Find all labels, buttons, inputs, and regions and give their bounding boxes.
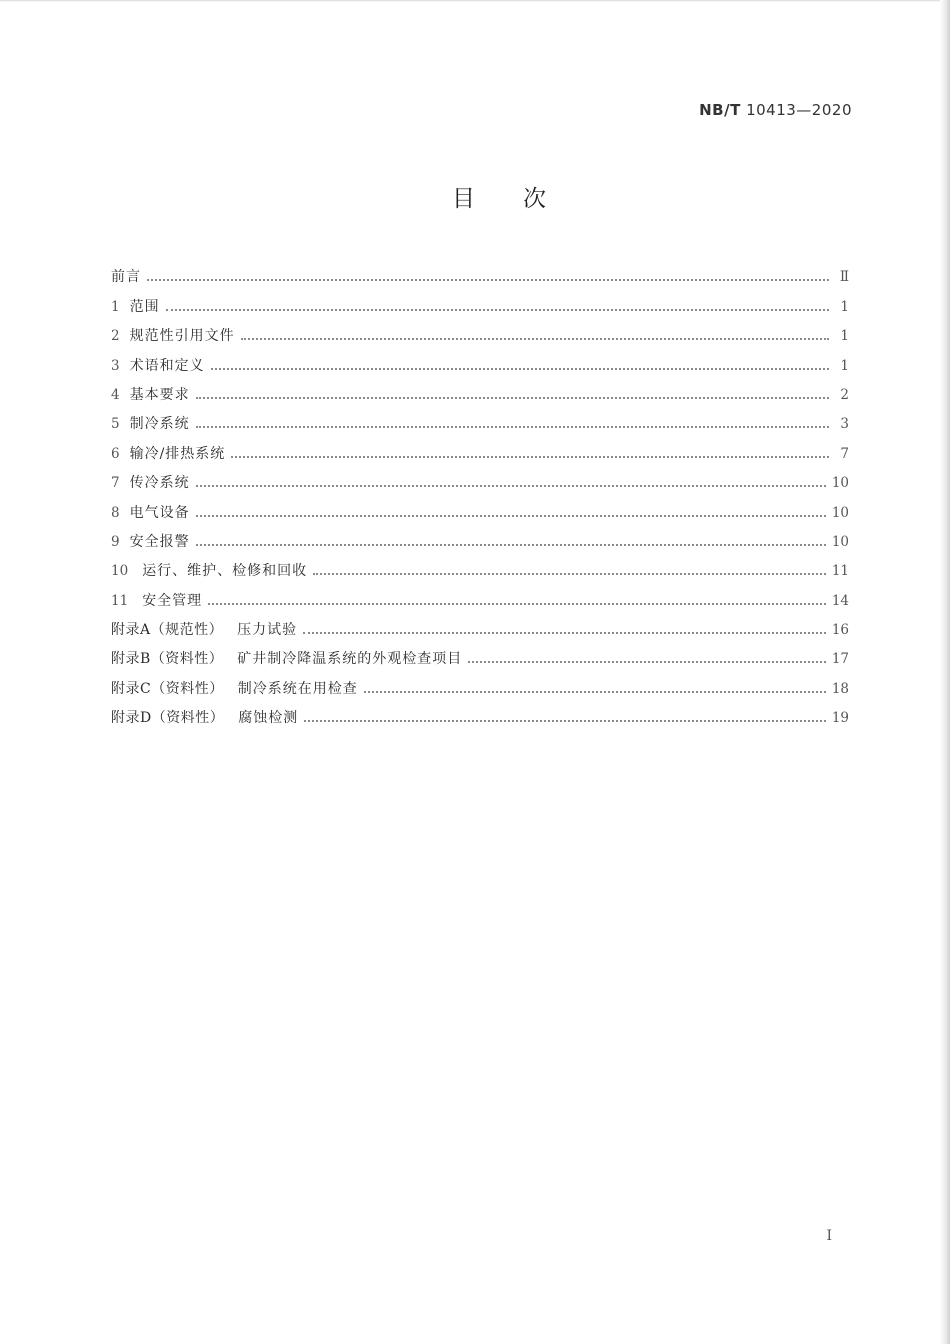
toc-entry-number: 4 [111, 386, 120, 403]
toc-entry-annex[interactable] [111, 639, 849, 668]
toc-entry-label: 电气设备 [129, 504, 190, 521]
toc-entry-page: 18 [831, 680, 849, 697]
toc-entry-label: 安全管理 [142, 592, 203, 609]
toc-entry-page: 19 [831, 710, 849, 727]
toc-entry-number: 9 [111, 533, 120, 550]
toc-entry-label: 安全报警 [129, 533, 190, 550]
toc-annex-prefix: 附录D（资料性） [111, 710, 225, 727]
toc-entry-label: 腐蚀检测 [238, 710, 299, 727]
toc-dot-leader [304, 720, 826, 722]
toc-entry-label: 制冷系统 [129, 416, 190, 433]
toc-dot-leader [147, 279, 829, 281]
toc-entry-annex[interactable] [111, 698, 849, 727]
toc-entry-chapter[interactable] [111, 580, 849, 609]
toc-entry-label: 前言 [111, 269, 141, 286]
toc-dot-leader [303, 632, 826, 634]
toc-dot-leader [208, 603, 826, 605]
toc-entry-page: 10 [831, 533, 849, 550]
toc-entry-number: 10 [111, 563, 129, 580]
toc-entry-label: 规范性引用文件 [129, 328, 235, 345]
toc-dot-leader [196, 515, 826, 517]
toc-entry-page: 10 [831, 504, 849, 521]
toc-entry-label: 传冷系统 [129, 475, 190, 492]
toc-dot-leader [313, 573, 826, 575]
toc-entry-chapter[interactable] [111, 345, 849, 374]
toc-entry-label: 制冷系统在用检查 [237, 680, 358, 697]
toc-dot-leader [196, 544, 826, 546]
toc-entry-label: 输冷/排热系统 [129, 445, 226, 462]
table-of-contents [111, 257, 849, 727]
toc-annex-prefix: 附录B（资料性） [111, 651, 224, 668]
page-title: 目次 [452, 186, 594, 212]
toc-entry-number: 11 [111, 592, 129, 609]
toc-entry-number: 5 [111, 416, 120, 433]
toc-entry-number: 2 [111, 328, 120, 345]
toc-annex-prefix: 附录A（规范性） [111, 622, 224, 639]
toc-entry-chapter[interactable] [111, 316, 849, 345]
toc-dot-leader [196, 426, 829, 428]
toc-entry-page: 1 [840, 298, 849, 315]
toc-dot-leader [166, 309, 829, 311]
toc-dot-leader [211, 368, 829, 370]
toc-entry-page: Ⅱ [839, 269, 849, 286]
toc-entry-page: 3 [840, 416, 849, 433]
toc-entry-page: 14 [831, 592, 849, 609]
toc-entry-page: 7 [840, 445, 849, 462]
toc-entry-annex[interactable] [111, 610, 849, 639]
toc-entry-chapter[interactable] [111, 522, 849, 551]
toc-entry-page: 16 [831, 622, 849, 639]
toc-entry-chapter[interactable] [111, 286, 849, 315]
toc-entry-page: 17 [831, 651, 849, 668]
toc-entry-foreword[interactable] [111, 257, 849, 286]
toc-dot-leader [241, 338, 829, 340]
toc-entry-label: 运行、维护、检修和回收 [142, 563, 308, 580]
toc-entry-label: 范围 [129, 298, 160, 315]
page-number: Ⅰ [826, 1228, 832, 1244]
toc-entry-number: 1 [111, 298, 120, 315]
toc-entry-number: 8 [111, 504, 120, 521]
toc-dot-leader [468, 661, 826, 663]
toc-entry-number: 7 [111, 475, 120, 492]
toc-entry-label: 矿井制冷降温系统的外观检查项目 [237, 651, 463, 668]
toc-entry-chapter[interactable] [111, 433, 849, 462]
toc-entry-number: 6 [111, 445, 120, 462]
toc-entry-chapter[interactable] [111, 404, 849, 433]
toc-dot-leader [364, 691, 826, 693]
standard-number [699, 101, 852, 119]
toc-entry-number: 3 [111, 357, 120, 374]
toc-dot-leader [196, 485, 826, 487]
toc-entry-page: 2 [840, 386, 849, 403]
toc-entry-chapter[interactable] [111, 375, 849, 404]
toc-dot-leader [196, 397, 829, 399]
toc-entry-label: 基本要求 [129, 386, 190, 403]
toc-entry-chapter[interactable] [111, 463, 849, 492]
toc-entry-page: 10 [831, 475, 849, 492]
standard-code: 10413—2020 [746, 101, 852, 119]
toc-entry-page: 1 [840, 357, 849, 374]
toc-entry-page: 1 [840, 328, 849, 345]
scan-top-edge [0, 0, 950, 2]
toc-dot-leader [231, 456, 829, 458]
toc-entry-chapter[interactable] [111, 551, 849, 580]
toc-annex-prefix: 附录C（资料性） [111, 680, 224, 697]
standard-prefix: NB/T [699, 101, 741, 119]
toc-entry-page: 11 [831, 563, 849, 580]
toc-entry-annex[interactable] [111, 668, 849, 697]
toc-entry-label: 压力试验 [237, 622, 298, 639]
toc-entry-label: 术语和定义 [129, 357, 205, 374]
toc-entry-chapter[interactable] [111, 492, 849, 521]
